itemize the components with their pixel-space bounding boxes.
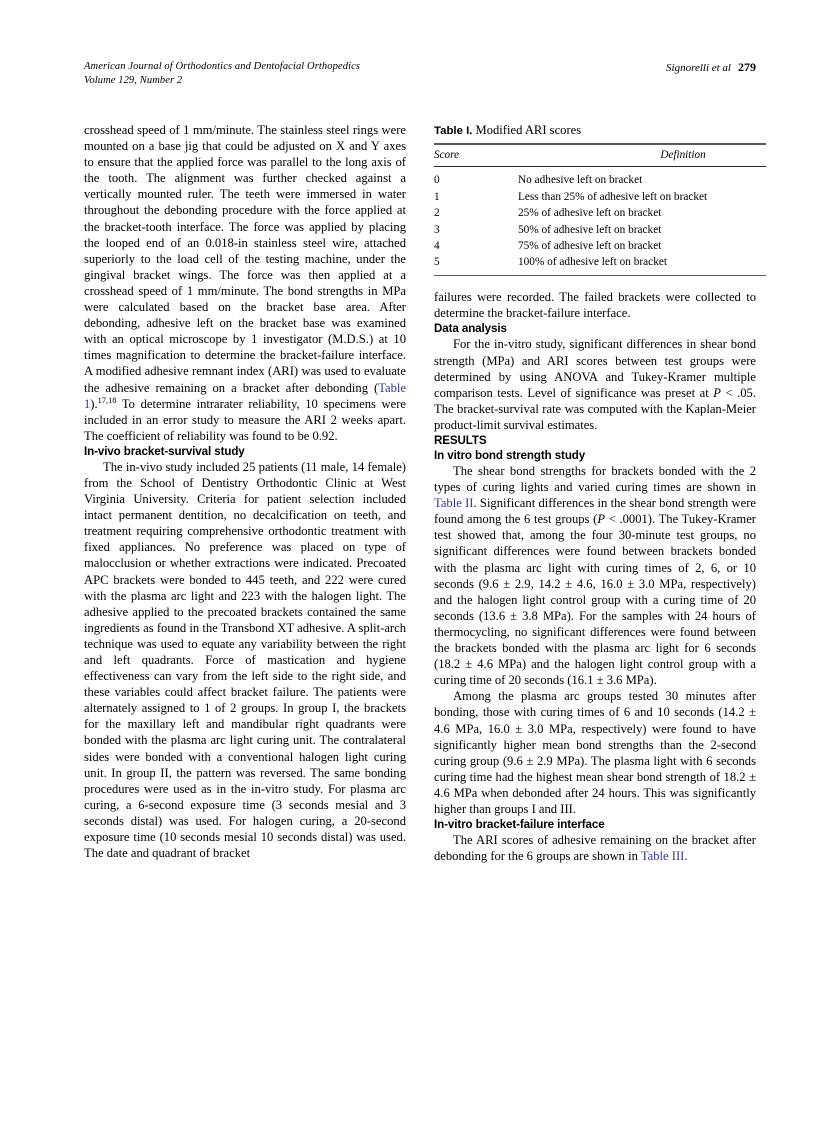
table-1-modified-ari-scores xyxy=(434,145,766,166)
table-1-header-row xyxy=(434,145,766,166)
running-head-right xyxy=(666,60,756,75)
heading-in-vivo-bracket-survival-study: In-vivo bracket-survival study xyxy=(84,444,245,458)
running-head xyxy=(84,60,756,88)
paragraph-in-vivo-study: The in-vivo study included 25 patients (11 male, 14 female) from the School of Dentistry Orthodontic Clinic at West Virginia University. Criteria for patient selection included intact permanent dentition, no decalcification on teeth, and treatment requiring comprehensive orthodontic treatment with fixed appliances. No preference was placed on type of malocclusion or whether extractions were indicated. Precoated APC brackets were bonded to 445 teeth, and 222 were cured with the plasma arc light and 223 with the halogen light. The adhesive applied to the precoated brackets contained the same ingredients as found in the Transbond XT adhesive. A split-arch technique was used to equate any variability between the right and left quadrants. Force of mastication and hygiene effectiveness can vary from the left side to the right side, and these variables could affect bracket failure. The patients were alternately assigned to 1 of 2 groups. In group I, the brackets for the maxillary left and mandibular right quadrants were bonded with the plasma arc light curing unit. The contralateral sides were bonded with a conventional halogen light curing unit. In group II, the pattern was reversed. The same bonding procedures were used as in the in-vitro study. For plasma arc curing, a 6-second exposure time (3 seconds mesial and 3 seconds distal) was used. For halogen curing, a 20-second exposure time (10 seconds mesial 10 seconds distal) was used. The date and quadrant of bracket xyxy=(84,459,406,861)
cell-definition: Less than 25% of adhesive left on bracket xyxy=(518,190,708,203)
cell-definition: 100% of adhesive left on bracket xyxy=(518,256,667,269)
table-1-block xyxy=(434,122,766,276)
journal-name: American Journal of Orthodontics and Dentofacial Orthopedics xyxy=(84,61,361,72)
heading-in-vitro-bracket-failure-interface: In-vitro bracket-failure interface xyxy=(434,818,605,832)
paragraph-text-tail: < .0001). The Tukey-Kramer test showed that, among the four 30-minute test groups, no significant differences were found between brackets bonded with the plasma arc light with curing times of 2, 6, or 10 seconds (9.6 ± 2.9, 14.2 ± 4.6, 16.0 ± 3.0 MPa, respectively) and the halogen light control group with a curing time of 20 seconds (13.6 ± 3.8 MPa). For the samples with 24 hours of thermocycling, no significant differences were found between the brackets bonded with the plasma arc light for 6 seconds (18.2 ± 4.6 MPa) and the halogen light control group with a curing time of 20 seconds (16.1 ± 3.6 MPa). xyxy=(434,512,756,688)
cell-definition: 75% of adhesive left on bracket xyxy=(518,239,662,252)
paragraph-text-tail: . xyxy=(684,849,688,864)
table-row xyxy=(434,173,766,189)
paragraph-text-cont: < .05. The bracket-survival rate was computed with the Kaplan-Meier product-limit survival estimates. xyxy=(434,385,756,432)
paragraph-ari-scores xyxy=(434,832,756,864)
article-body xyxy=(84,122,756,1082)
paragraph-text-after-link: ). xyxy=(90,396,98,411)
table-1-body xyxy=(434,173,766,271)
cell-score: 0 xyxy=(434,174,440,187)
statistic-symbol-p: P xyxy=(597,512,606,527)
column-header-score: Score xyxy=(434,149,460,161)
table-row xyxy=(434,222,766,238)
table-1-label: Table I. xyxy=(434,125,473,137)
table-2-crossref-link[interactable]: Table II xyxy=(434,496,474,511)
paragraph-text: For the in-vitro study, significant differences in shear bond strength (MPa) and ARI scores between test groups were determined by using ANOVA and Tukey-Kramer multiple comparison tests. Level of significance was preset at xyxy=(434,337,756,400)
cell-score: 4 xyxy=(434,239,440,252)
cell-score: 1 xyxy=(434,190,440,203)
heading-in-vitro-bond-strength-study: In vitro bond strength study xyxy=(434,449,586,462)
journal-volume-issue: Volume 129, Number 2 xyxy=(84,75,183,86)
paragraph-shear-bond-strengths xyxy=(434,463,756,688)
table-1-crossref-link[interactable]: Table 1 xyxy=(84,380,406,411)
paragraph-text: crosshead speed of 1 mm/minute. The stainless steel rings were mounted on a base jig that could be adjusted on X and Y axes to ensure that the applied force was parallel to the long axis of the tooth. The alignment was further checked against a vertically mounted ruler. The teeth were immersed in water throughout the debonding procedure with the force applied at the bracket-tooth interface. The force was applied by placing the looped end of an 0.018-in stainless steel wire, attached superiorly to the load cell of the testing machine, under the gingival bracket wings. The force was then applied at a crosshead speed of 1 mm/minute. The bond strengths in MPa were calculated based on the bracket base area. After debonding, adhesive left on the bracket base was examined with an optical microscope by 1 investigator (M.D.S.) at 10 times magnification to determine the bracket-failure interface. A modified adhesive remnant index (ARI) was used to evaluate the adhesive remaining on a bracket after debonding ( xyxy=(84,123,406,395)
paragraph-text-cont: . Significant differences in the shear bond strength were found among the 6 test groups ( xyxy=(434,496,756,527)
table-1-head xyxy=(434,145,766,166)
cell-definition: No adhesive left on bracket xyxy=(518,174,643,187)
author-citation: Signorelli et al xyxy=(666,62,731,74)
paragraph-text-tail: To determine intrarater reliability, 10 specimens were included in an error study to measure the ARI 2 weeks apart. The coefficient of reliability was found to be 0.92. xyxy=(84,396,406,443)
paragraph-methods-continued xyxy=(84,122,406,444)
table-1-bottom-rule xyxy=(434,275,766,276)
table-row xyxy=(434,206,766,222)
cell-score: 2 xyxy=(434,207,440,220)
table-1-body-table xyxy=(434,173,766,271)
table-1-title: Modified ARI scores xyxy=(475,123,582,137)
cell-score: 5 xyxy=(434,256,440,269)
reference-superscript: 17,18 xyxy=(97,395,117,405)
cell-definition: 50% of adhesive left on bracket xyxy=(518,223,662,236)
statistic-symbol-p: P xyxy=(713,385,721,400)
table-row xyxy=(434,239,766,255)
paragraph-plasma-arc-groups: Among the plasma arc groups tested 30 minutes after bonding, those with curing times of 6 and 10 seconds (14.2 ± 4.6 MPa, 16.0 ± 3.0 MPa, respectively) were found to have significantly higher mean bond strengths than the 2-second curing group (9.6 ± 2.9 MPa). The plasma light with 6 seconds curing time had the highest mean shear bond strength of 18.2 ± 4.6 MPa when debonded after 24 hours. This was significantly higher than groups I and III. xyxy=(434,689,756,816)
table-row xyxy=(434,189,766,205)
cell-score: 3 xyxy=(434,223,440,236)
page-number: 279 xyxy=(738,60,756,74)
paragraph-failures-recorded: failures were recorded. The failed brackets were collected to determine the bracket-failure interface. xyxy=(434,290,756,321)
right-column xyxy=(434,122,756,864)
heading-data-analysis: Data analysis xyxy=(434,322,507,336)
table-3-crossref-link[interactable]: Table III xyxy=(640,849,685,864)
journal-title-block xyxy=(84,60,360,88)
left-column xyxy=(84,122,406,861)
cell-definition: 25% of adhesive left on bracket xyxy=(518,207,662,220)
paragraph-data-analysis xyxy=(434,336,756,433)
table-1-caption xyxy=(434,122,766,139)
heading-results: RESULTS xyxy=(434,434,487,447)
paragraph-text: The shear bond strengths for brackets bonded with the 2 types of curing lights and varied curing times are shown in xyxy=(434,464,756,495)
table-row xyxy=(434,255,766,271)
paragraph-text: The ARI scores of adhesive remaining on the bracket after debonding for the 6 groups are shown in xyxy=(434,833,756,864)
column-header-definition: Definition xyxy=(660,149,706,161)
